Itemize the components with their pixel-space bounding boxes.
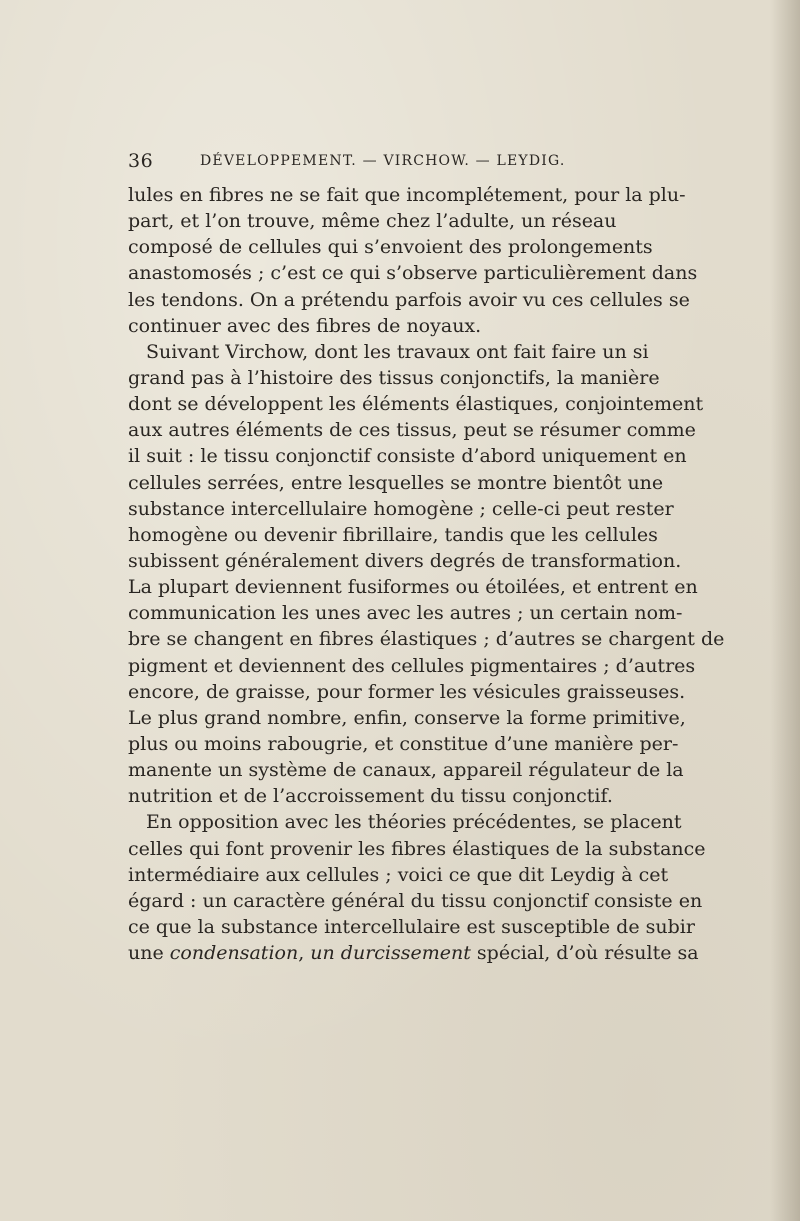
text-line: dont se développent les éléments élastiques, conjointement: [128, 393, 704, 416]
text-line: pigment et deviennent des cellules pigmentaires ; d’autres: [128, 654, 696, 677]
text-line: les tendons. On a prétendu parfois avoir vu ces cellules se: [128, 288, 690, 311]
page-number: 36: [128, 150, 154, 172]
italic-term-condensation: condensation: [169, 942, 299, 965]
text-line: homogène ou devenir fibrillaire, tandis que les cellules: [128, 523, 658, 546]
text-line: nutrition et de l’accroissement du tissu conjonctif.: [128, 785, 613, 808]
text-line: continuer avec des fibres de noyaux.: [128, 314, 482, 337]
text-line: aux autres éléments de ces tissus, peut se résumer comme: [128, 419, 696, 442]
text-line: composé de cellules qui s’envoient des prolongements: [128, 236, 653, 259]
text-segment: spécial, d’où résulte sa: [470, 942, 699, 965]
text-line: manente un système de canaux, appareil régulateur de la: [128, 759, 684, 782]
text-line: bre se changent en fibres élastiques ; d’autres se chargent de: [128, 628, 725, 651]
text-line: il suit : le tissu conjonctif consiste d’abord uniquement en: [128, 445, 687, 468]
text-line: plus ou moins rabougrie, et constitue d’une manière per-: [128, 732, 679, 755]
text-line: celles qui font provenir les fibres élastiques de la substance: [128, 837, 706, 860]
body-text: [128, 182, 725, 966]
text-line: subissent généralement divers degrés de transformation.: [128, 549, 682, 572]
text-line: Le plus grand nombre, enfin, conserve la forme primitive,: [128, 706, 686, 729]
page-header: [128, 150, 588, 176]
text-line: encore, de graisse, pour former les vésicules graisseuses.: [128, 680, 686, 703]
page-edge-shadow: [770, 0, 800, 1221]
text-line: égard : un caractère général du tissu conjonctif consiste en: [128, 889, 703, 912]
text-segment: une: [128, 942, 170, 965]
text-line: [128, 940, 699, 966]
text-line: intermédiaire aux cellules ; voici ce que dit Leydig à cet: [128, 863, 669, 886]
text-segment: ,: [298, 942, 311, 965]
text-line: ce que la substance intercellulaire est susceptible de subir: [128, 915, 695, 938]
text-line: part, et l’on trouve, même chez l’adulte, un réseau: [128, 210, 617, 233]
text-line: lules en fibres ne se fait que incomplétement, pour la plu-: [128, 184, 686, 206]
text-line: Suivant Virchow, dont les travaux ont fait faire un si: [146, 340, 649, 363]
text-line: En opposition avec les théories précédentes, se placent: [146, 811, 682, 834]
text-line: grand pas à l’histoire des tissus conjonctifs, la manière: [128, 366, 660, 389]
text-line: communication les unes avec les autres ; un certain nom-: [128, 602, 683, 625]
text-line: anastomosés ; c’est ce qui s’observe particulièrement dans: [128, 262, 698, 285]
text-line: La plupart deviennent fusiformes ou étoilées, et entrent en: [128, 576, 698, 599]
running-head: DÉVELOPPEMENT. — VIRCHOW. — LEYDIG.: [200, 153, 566, 169]
italic-term-durcissement: un durcissement: [310, 942, 471, 965]
text-line: substance intercellulaire homogène ; celle-ci peut rester: [128, 497, 674, 520]
text-line: cellules serrées, entre lesquelles se montre bientôt une: [128, 471, 664, 494]
